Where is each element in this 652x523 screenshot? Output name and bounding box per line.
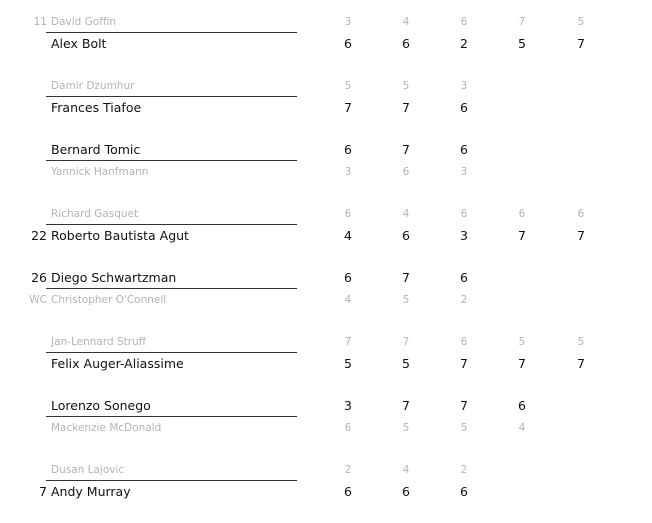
set-score: 3 (460, 166, 468, 178)
set-score: 5 (402, 294, 410, 306)
match-divider (46, 480, 297, 481)
match-divider (46, 224, 297, 225)
set-score: 7 (460, 356, 468, 371)
set-score: 3 (460, 80, 468, 92)
set-score: 7 (344, 336, 352, 348)
set-score: 6 (402, 166, 410, 178)
set-score: 6 (518, 208, 526, 220)
set-score: 5 (344, 80, 352, 92)
set-score: 7 (518, 16, 526, 28)
player-row-loser (0, 75, 652, 97)
player-name[interactable]: Jan-Lennard Struff (51, 336, 146, 348)
set-score: 3 (460, 228, 468, 243)
match-divider (46, 352, 297, 353)
player-seed: 22 (31, 228, 47, 243)
player-name[interactable]: Roberto Bautista Agut (51, 228, 189, 243)
player-row-loser (0, 331, 652, 353)
set-score: 6 (577, 208, 585, 220)
set-score: 7 (577, 228, 585, 243)
player-name[interactable]: Frances Tiafoe (51, 100, 142, 115)
player-row-loser (0, 161, 652, 183)
player-row-loser (0, 459, 652, 481)
set-score: 6 (460, 270, 468, 285)
player-name[interactable]: Lorenzo Sonego (51, 398, 151, 413)
set-score: 6 (344, 270, 352, 285)
set-score: 7 (402, 142, 410, 157)
set-score: 6 (344, 36, 352, 51)
set-score: 5 (402, 422, 410, 434)
set-score: 6 (460, 336, 468, 348)
set-score: 4 (402, 208, 410, 220)
set-score: 7 (402, 270, 410, 285)
set-score: 7 (577, 356, 585, 371)
player-name[interactable]: Felix Auger-Aliassime (51, 356, 184, 371)
set-score: 7 (402, 100, 410, 115)
player-name[interactable]: Bernard Tomic (51, 142, 141, 157)
set-score: 6 (344, 484, 352, 499)
player-row-winner (0, 267, 652, 289)
player-name[interactable]: Damir Dzumhur (51, 80, 135, 92)
player-row-loser (0, 203, 652, 225)
set-score: 7 (577, 36, 585, 51)
set-score: 6 (460, 142, 468, 157)
match-divider (46, 160, 297, 161)
set-score: 6 (460, 100, 468, 115)
match-divider (46, 288, 297, 289)
match (0, 11, 652, 75)
set-score: 4 (344, 228, 352, 243)
player-name[interactable]: Diego Schwartzman (51, 270, 177, 285)
set-score: 3 (344, 398, 352, 413)
set-score: 7 (518, 228, 526, 243)
set-score: 7 (518, 356, 526, 371)
set-score: 7 (460, 398, 468, 413)
set-score: 5 (460, 422, 468, 434)
set-score: 6 (460, 484, 468, 499)
set-score: 6 (344, 422, 352, 434)
match-divider (46, 32, 297, 33)
set-score: 2 (460, 36, 468, 51)
set-score: 5 (577, 16, 585, 28)
set-score: 5 (518, 336, 526, 348)
set-score: 2 (460, 294, 468, 306)
set-score: 5 (402, 80, 410, 92)
match-divider (46, 96, 297, 97)
set-score: 5 (577, 336, 585, 348)
set-score: 6 (344, 142, 352, 157)
set-score: 6 (344, 208, 352, 220)
set-score: 4 (402, 16, 410, 28)
match (0, 139, 652, 203)
set-score: 5 (518, 36, 526, 51)
player-row-loser (0, 417, 652, 439)
match (0, 459, 652, 523)
player-seed: 11 (33, 16, 47, 28)
set-score: 4 (518, 422, 526, 434)
player-row-winner (0, 395, 652, 417)
player-row-winner (0, 353, 652, 375)
player-name[interactable]: Richard Gasquet (51, 208, 139, 220)
match (0, 331, 652, 395)
player-row-winner (0, 139, 652, 161)
player-name[interactable]: Yannick Hanfmann (51, 166, 149, 178)
set-score: 3 (344, 16, 352, 28)
match (0, 203, 652, 267)
set-score: 5 (402, 356, 410, 371)
set-score: 2 (344, 464, 352, 476)
match (0, 267, 652, 331)
set-score: 6 (460, 208, 468, 220)
player-name[interactable]: Andy Murray (51, 484, 131, 499)
player-row-winner (0, 481, 652, 503)
set-score: 6 (402, 484, 410, 499)
player-row-winner (0, 225, 652, 247)
player-seed: 7 (39, 484, 47, 499)
player-name[interactable]: Christopher O'Connell (51, 294, 167, 306)
set-score: 2 (460, 464, 468, 476)
player-row-winner (0, 97, 652, 119)
player-seed: 26 (31, 270, 47, 285)
player-name[interactable]: Dusan Lajovic (51, 464, 125, 476)
set-score: 4 (344, 294, 352, 306)
player-name[interactable]: Alex Bolt (51, 36, 107, 51)
set-score: 4 (402, 464, 410, 476)
set-score: 6 (460, 16, 468, 28)
set-score: 3 (344, 166, 352, 178)
player-name[interactable]: David Goffin (51, 16, 117, 28)
match (0, 395, 652, 459)
match (0, 75, 652, 139)
set-score: 6 (402, 36, 410, 51)
match-divider (46, 416, 297, 417)
set-score: 6 (402, 228, 410, 243)
player-row-loser (0, 11, 652, 33)
player-row-loser (0, 289, 652, 311)
set-score: 7 (402, 398, 410, 413)
set-score: 7 (402, 336, 410, 348)
player-seed: WC (29, 294, 47, 306)
player-name[interactable]: Mackenzie McDonald (51, 422, 162, 434)
set-score: 6 (518, 398, 526, 413)
set-score: 7 (344, 100, 352, 115)
player-row-winner (0, 33, 652, 55)
set-score: 5 (344, 356, 352, 371)
